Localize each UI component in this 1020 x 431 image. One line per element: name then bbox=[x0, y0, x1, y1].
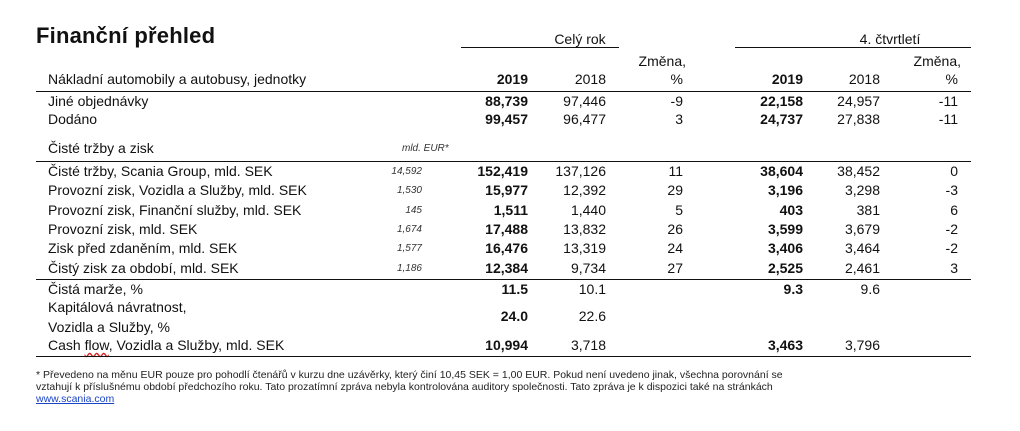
financial-row-label: Provozní zisk, mld. SEK bbox=[48, 220, 198, 237]
financial-row-fy2018: 13,832 bbox=[563, 220, 606, 237]
page-title: Finanční přehled bbox=[36, 23, 216, 48]
financial-row-q-change: 0 bbox=[950, 163, 958, 179]
units-row-q2018: 27,838 bbox=[837, 111, 880, 127]
units-row-q-change: -11 bbox=[938, 111, 958, 127]
financial-row-fy2019: 12,384 bbox=[485, 259, 528, 276]
margin-fy2018: 10.1 bbox=[578, 281, 606, 297]
financial-row-q-change: -2 bbox=[945, 220, 958, 237]
units-row-label: Dodáno bbox=[48, 111, 98, 127]
financial-row-q2019: 3,406 bbox=[767, 240, 803, 257]
financial-row-fy2019: 16,476 bbox=[485, 240, 528, 257]
table-bottom-divider bbox=[36, 356, 971, 357]
units-row-fy-change: 3 bbox=[675, 111, 683, 127]
financial-row-label: Provozní zisk, Finanční služby, mld. SEK bbox=[48, 201, 302, 218]
footnote-line2: vztahují k příslušnému období předchozího roku. Tato prozatímní zpráva nebyla kontrolována auditory společnosti. Tato zpráva je k dispozici také na stránkách bbox=[36, 381, 773, 393]
units-row-fy2019: 99,457 bbox=[485, 111, 528, 127]
eur-column-label: mld. EUR* bbox=[402, 143, 449, 154]
financial-row-q2018: 3,679 bbox=[844, 220, 880, 237]
cashflow-label-prefix: Cash bbox=[48, 337, 85, 353]
financial-row-label: Čistý zisk za období, mld. SEK bbox=[48, 259, 239, 276]
col-header-fy-2019: 2019 bbox=[496, 71, 528, 87]
units-row-label: Jiné objednávky bbox=[48, 93, 149, 109]
units-row-q-change: -11 bbox=[938, 93, 958, 109]
q4-underline bbox=[735, 47, 971, 48]
financial-row-eur: 1,186 bbox=[396, 262, 422, 274]
section-title-sales: Čisté tržby a zisk bbox=[48, 140, 154, 156]
financial-row-q2018: 3,298 bbox=[844, 182, 880, 199]
cashflow-q2018: 3,796 bbox=[844, 337, 880, 353]
col-header-q-2018: 2018 bbox=[848, 71, 880, 87]
financial-row-fy-change: 5 bbox=[675, 201, 683, 218]
financial-row-eur: 145 bbox=[405, 204, 422, 216]
col-header-q-change-line1: Změna, bbox=[913, 53, 961, 69]
financial-row-fy-change: 29 bbox=[667, 182, 683, 199]
units-row-q2018: 24,957 bbox=[837, 93, 880, 109]
cashflow-fy2019: 10,994 bbox=[485, 337, 528, 353]
units-row-fy2018: 96,477 bbox=[563, 111, 606, 127]
financial-row-q2019: 38,604 bbox=[760, 163, 803, 179]
cashflow-fy2018: 3,718 bbox=[570, 337, 606, 353]
units-row-q2019: 24,737 bbox=[760, 111, 803, 127]
financial-row-fy-change: 11 bbox=[668, 163, 683, 179]
financial-row-fy2019: 152,419 bbox=[477, 163, 528, 179]
margin-label: Čistá marže, % bbox=[48, 281, 143, 297]
financial-row-eur: 14,592 bbox=[391, 166, 422, 177]
financial-row-q2019: 3,196 bbox=[767, 182, 803, 199]
financial-row-q2019: 3,599 bbox=[767, 220, 803, 237]
financial-row-fy2018: 12,392 bbox=[563, 182, 606, 199]
margin-q2018: 9.6 bbox=[860, 281, 880, 297]
col-header-fy-change-line1: Změna, bbox=[638, 53, 686, 69]
units-row-fy2019: 88,739 bbox=[485, 93, 528, 109]
financial-row-fy-change: 27 bbox=[667, 259, 683, 276]
financial-row-eur: 1,577 bbox=[396, 243, 422, 255]
margin-fy2019: 11.5 bbox=[501, 281, 528, 297]
financial-row-q2018: 381 bbox=[856, 201, 880, 218]
financial-row-q-change: 6 bbox=[950, 201, 958, 218]
financial-row-eur: 1,530 bbox=[396, 185, 422, 197]
units-row-fy2018: 97,446 bbox=[563, 93, 606, 109]
margin-q2019: 9.3 bbox=[783, 281, 803, 297]
financial-row-fy2019: 17,488 bbox=[485, 220, 528, 237]
financial-row-q-change: -2 bbox=[945, 240, 958, 257]
roce-fy2019: 24.0 bbox=[500, 308, 528, 324]
group-header-full-year: Celý rok bbox=[554, 31, 606, 47]
financial-row-fy2019: 15,977 bbox=[485, 182, 528, 199]
financial-row-q2019: 2,525 bbox=[767, 259, 803, 276]
group-header-q4: 4. čtvrtletí bbox=[859, 31, 921, 47]
col-header-q-2019: 2019 bbox=[771, 71, 803, 87]
cashflow-q2019: 3,463 bbox=[767, 337, 803, 353]
cashflow-label-suffix: , Vozidla a Služby, mld. SEK bbox=[108, 337, 285, 353]
financial-row-fy2018: 9,734 bbox=[570, 259, 606, 276]
financial-row-fy2018: 13,319 bbox=[563, 240, 606, 257]
financial-row-fy2019: 1,511 bbox=[493, 201, 528, 218]
financial-row-q2018: 3,464 bbox=[844, 240, 880, 257]
financial-row-label: Provozní zisk, Vozidla a Služby, mld. SEK bbox=[48, 182, 307, 199]
cashflow-label bbox=[48, 336, 284, 354]
footnote-line1: * Převedeno na měnu EUR pouze pro pohodlí čtenářů v kurzu dne uzávěrky, který činí 10,45 SEK = 1,00 EUR. Pokud není uvedeno jinak, všechna porovnání se bbox=[36, 369, 783, 381]
spellcheck-word: flow bbox=[84, 337, 109, 353]
financial-row-label: Čisté tržby, Scania Group, mld. SEK bbox=[48, 163, 273, 179]
financial-row-fy2018: 137,126 bbox=[555, 163, 606, 179]
financial-row-eur: 1,674 bbox=[396, 223, 422, 235]
roce-label-line2: Vozidla a Služby, % bbox=[48, 319, 170, 335]
financial-row-q-change: -3 bbox=[945, 182, 958, 199]
col-header-q-change-line2: % bbox=[945, 71, 958, 87]
row-header-label: Nákladní automobily a autobusy, jednotky bbox=[48, 71, 307, 87]
financial-row-q2018: 38,452 bbox=[837, 163, 880, 179]
full-year-underline bbox=[461, 47, 619, 48]
roce-label-line1: Kapitálová návratnost, bbox=[48, 299, 187, 315]
financial-row-q2018: 2,461 bbox=[844, 259, 880, 276]
financial-row-fy-change: 24 bbox=[667, 240, 683, 257]
roce-fy2018: 22.6 bbox=[578, 308, 606, 324]
units-row-fy-change: -9 bbox=[670, 93, 683, 109]
financial-row-q-change: 3 bbox=[950, 259, 958, 276]
col-header-fy-change-line2: % bbox=[670, 71, 683, 87]
scania-link[interactable]: www.scania.com bbox=[36, 393, 115, 405]
financial-row-fy-change: 26 bbox=[667, 220, 683, 237]
units-row-q2019: 22,158 bbox=[760, 93, 803, 109]
financial-row-q2019: 403 bbox=[779, 201, 803, 218]
financial-row-fy2018: 1,440 bbox=[570, 201, 606, 218]
financial-row-label: Zisk před zdaněním, mld. SEK bbox=[48, 240, 238, 257]
col-header-fy-2018: 2018 bbox=[574, 71, 606, 87]
